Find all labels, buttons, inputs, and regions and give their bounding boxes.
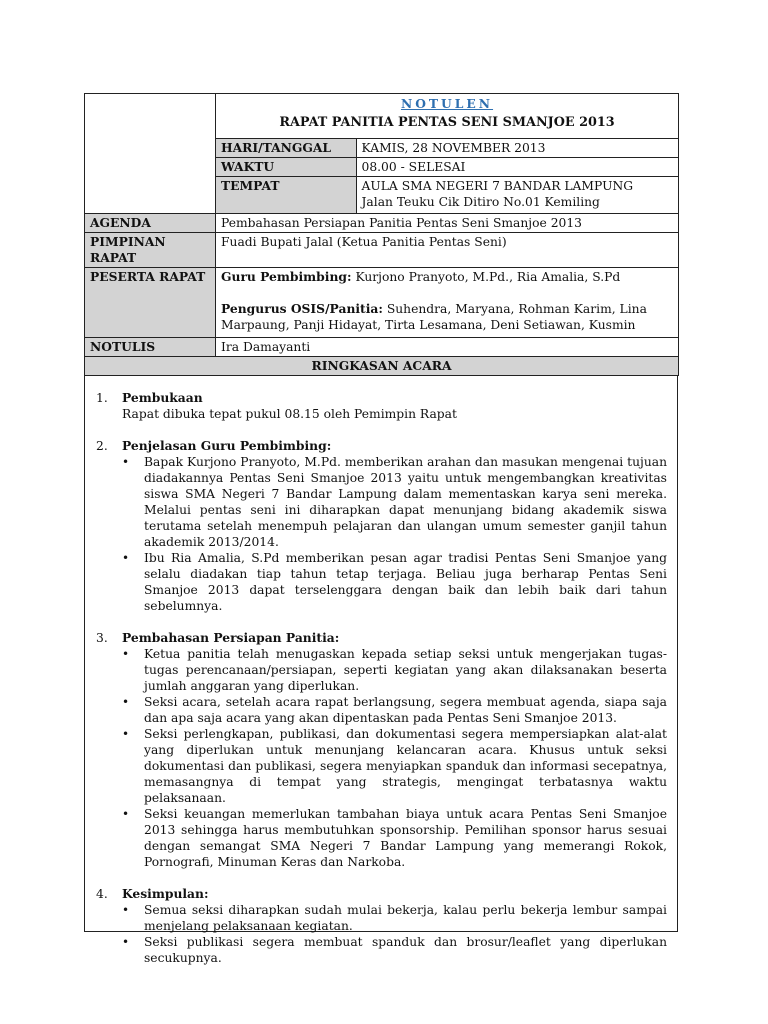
bullet-text: Seksi publikasi segera membuat spanduk dan brosur/leaflet yang diperlukan secukupnya.: [144, 935, 667, 965]
section-number: 2.: [96, 439, 108, 453]
participants-label: PESERTA RAPAT: [85, 268, 216, 338]
section-title: Pembukaan: [122, 390, 203, 405]
bullet-text: Seksi keuangan memerlukan tambahan biaya untuk acara Pentas Seni Smanjoe 2013 sehingga harus membutuhkan sponsorship. Pemilihan sponsor harus sesuai dengan semangat SMA Negeri 7 Bandar Lampung yang memerangi Rokok, Pornografi, Minuman Keras dan Narkoba.: [144, 807, 667, 869]
section-heading: [93, 630, 667, 646]
bullet-list: [93, 454, 667, 614]
date-value: KAMIS, 28 NOVEMBER 2013: [356, 139, 678, 158]
time-value: 08.00 - SELESAI: [356, 158, 678, 177]
place-name: AULA SMA NEGERI 7 BANDAR LAMPUNG: [361, 179, 634, 193]
section-heading: [93, 438, 667, 454]
committee-names: Suhendra, Maryana, Rohman Karim, Lina Marpaung, Panji Hidayat, Tirta Lesamana, Deni Setiawan, Kusmin: [221, 302, 647, 332]
bullet-list: [93, 646, 667, 870]
place-value: [356, 177, 678, 214]
section-title: Penjelasan Guru Pembimbing:: [122, 438, 332, 453]
logo-blank-cell: [85, 94, 216, 214]
summary-section: [93, 886, 667, 966]
advisor-line: [221, 269, 673, 285]
participants-value: [216, 268, 679, 338]
bullet-dot-icon: •: [122, 935, 130, 949]
section-number: 1.: [96, 391, 108, 405]
meeting-title: RAPAT PANITIA PENTAS SENI SMANJOE 2013: [279, 115, 615, 130]
bullet-item: [122, 934, 667, 966]
bullet-list: [93, 902, 667, 966]
bullet-dot-icon: •: [122, 551, 130, 565]
bullet-text: Ketua panitia telah menugaskan kepada setiap seksi untuk mengerjakan tugas-tugas perencanaan/persiapan, seperti kegiatan yang akan dilaksanakan beserta jumlah anggaran yang diperlukan.: [144, 647, 667, 693]
bullet-item: [122, 806, 667, 870]
spacer: [221, 285, 673, 301]
bullet-text: Semua seksi diharapkan sudah mulai bekerja, kalau perlu bekerja lembur sampai menjelang pelaksanaan kegiatan.: [144, 903, 667, 933]
committee-line: [221, 301, 673, 333]
agenda-label: AGENDA: [85, 214, 216, 233]
bullet-item: [122, 550, 667, 614]
meeting-details-table: [216, 139, 678, 213]
date-label: HARI/TANGGAL: [216, 139, 356, 158]
summary-body: [84, 376, 678, 965]
bullet-item: [122, 646, 667, 694]
section-heading: [93, 390, 667, 406]
bullet-text: Seksi perlengkapan, publikasi, dan dokumentasi segera mempersiapkan alat-alat yang diperlukan untuk menunjang kelancaran acara. Khusus untuk seksi dokumentasi dan publikasi, segera menyiapkan spanduk dan informasi secepatnya, memasangnya di tempat yang strategis, mengingat terbatasnya waktu pelaksanaan.: [144, 727, 667, 805]
section-title: Pembahasan Persiapan Panitia:: [122, 630, 340, 645]
section-text: Rapat dibuka tepat pukul 08.15 oleh Pemimpin Rapat: [122, 407, 457, 421]
summary-heading: RINGKASAN ACARA: [85, 357, 679, 376]
bullet-text: Seksi acara, setelah acara rapat berlangsung, segera membuat agenda, siapa saja dan apa saja acara yang akan dipentaskan pada Pentas Seni Smanjoe 2013.: [144, 695, 667, 725]
meeting-details-cell: [216, 139, 679, 214]
note-taker-value: Ira Damayanti: [216, 338, 679, 357]
summary-sections: [93, 390, 667, 966]
notulen-heading: NOTULEN: [400, 96, 494, 111]
leader-label: PIMPINAN RAPAT: [85, 233, 216, 268]
place-address: Jalan Teuku Cik Ditiro No.01 Kemiling: [361, 195, 600, 209]
time-label: WAKTU: [216, 158, 356, 177]
bullet-item: [122, 726, 667, 806]
leader-value: Fuadi Bupati Jalal (Ketua Panitia Pentas Seni): [216, 233, 679, 268]
committee-label: Pengurus OSIS/Panitia:: [221, 301, 383, 316]
section-number: 4.: [96, 887, 108, 901]
note-taker-label: NOTULIS: [85, 338, 216, 357]
bullet-dot-icon: •: [122, 807, 130, 821]
advisor-names: Kurjono Pranyoto, M.Pd., Ria Amalia, S.Pd: [351, 270, 621, 284]
place-label: TEMPAT: [216, 177, 356, 214]
section-title: Kesimpulan:: [122, 886, 209, 901]
bullet-text: Bapak Kurjono Pranyoto, M.Pd. memberikan arahan dan masukan mengenai tujuan diadakannya Pentas Seni Smanjoe 2013 yaitu untuk mengembangkan kreativitas siswa SMA Negeri 7 Bandar Lampung dalam mementaskan karya seni mereka. Melalui pentas seni ini diharapkan dapat menunjang bidang akademik siswa terutama setelah menempuh pelajaran dan ulangan umum semester ganjil tahun akademik 2013/2014.: [144, 455, 667, 549]
bullet-item: [122, 902, 667, 934]
summary-section: [93, 630, 667, 870]
bullet-item: [122, 454, 667, 550]
bullet-item: [122, 694, 667, 726]
section-heading: [93, 886, 667, 902]
bullet-dot-icon: •: [122, 727, 130, 741]
section-number: 3.: [96, 631, 108, 645]
title-cell: [216, 94, 679, 139]
agenda-value: Pembahasan Persiapan Panitia Pentas Seni Smanjoe 2013: [216, 214, 679, 233]
bullet-dot-icon: •: [122, 903, 130, 917]
summary-section: [93, 438, 667, 614]
minutes-document: [84, 93, 678, 965]
bullet-dot-icon: •: [122, 647, 130, 661]
header-table: [84, 93, 679, 376]
bullet-dot-icon: •: [122, 455, 130, 469]
advisor-label: Guru Pembimbing:: [221, 269, 352, 284]
bullet-dot-icon: •: [122, 695, 130, 709]
summary-section: [93, 390, 667, 422]
bullet-text: Ibu Ria Amalia, S.Pd memberikan pesan agar tradisi Pentas Seni Smanjoe yang selalu diadakan tiap tahun tetap terjaga. Beliau juga berharap Pentas Seni Smanjoe 2013 dapat terselenggara dengan baik dan lebih baik dari tahun sebelumnya.: [144, 551, 667, 613]
